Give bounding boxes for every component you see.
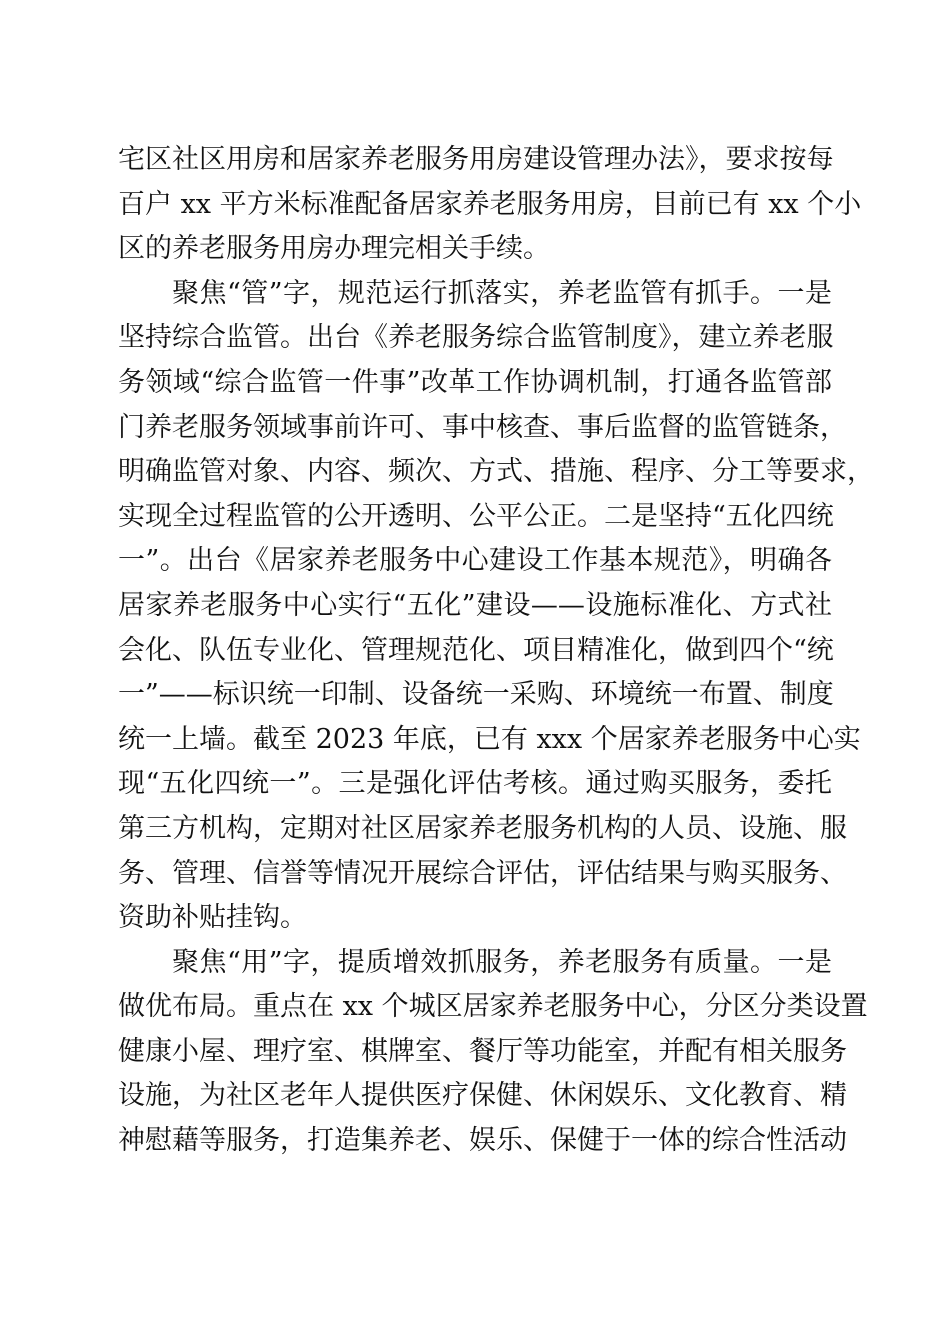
text-line: 一”。出台《居家养老服务中心建设工作基本规范》，明确各 bbox=[118, 545, 832, 577]
text-line: 资助补贴挂钩。 bbox=[118, 902, 307, 934]
text-line: 坚持综合监管。出台《养老服务综合监管制度》，建立养老服 bbox=[118, 322, 834, 354]
text-line: 务领域“综合监管一件事”改革工作协调机制，打通各监管部 bbox=[118, 366, 832, 398]
paragraph-start-line: 聚焦“用”字，提质增效抓服务，养老服务有质量。一是 bbox=[172, 946, 832, 978]
text-line: 会化、队伍专业化、管理规范化、项目精准化，做到四个“统 bbox=[118, 634, 834, 666]
text-line: 健康小屋、理疗室、棋牌室、餐厅等功能室，并配有相关服务 bbox=[118, 1035, 847, 1067]
text-line: 统一上墙。截至 2023 年底，已有 xxx 个居家养老服务中心实 bbox=[118, 723, 861, 755]
text-line: 现“五化四统一”。三是强化评估考核。通过购买服务，委托 bbox=[118, 768, 832, 800]
text-line: 实现全过程监管的公开透明、公平公正。二是坚持“五化四统 bbox=[118, 500, 834, 532]
text-line: 神慰藉等服务，打造集养老、娱乐、保健于一体的综合性活动 bbox=[118, 1125, 847, 1157]
text-line: 第三方机构，定期对社区居家养老服务机构的人员、设施、服 bbox=[118, 812, 847, 844]
document-body bbox=[118, 138, 874, 1164]
text-line: 门养老服务领域事前许可、事中核查、事后监督的监管链条， bbox=[118, 411, 847, 443]
text-line: 做优布局。重点在 xx 个城区居家养老服务中心，分区分类设置 bbox=[118, 991, 868, 1023]
paragraph-start-line: 聚焦“管”字，规范运行抓落实，养老监管有抓手。一是 bbox=[172, 277, 832, 309]
text-line: 百户 xx 平方米标准配备居家养老服务用房，目前已有 xx 个小 bbox=[118, 188, 862, 220]
text-line: 一”——标识统一印制、设备统一采购、环境统一布置、制度 bbox=[118, 679, 834, 711]
text-line: 务、管理、信誉等情况开展综合评估，评估结果与购买服务、 bbox=[118, 857, 847, 889]
text-line: 设施，为社区老年人提供医疗保健、休闲娱乐、文化教育、精 bbox=[118, 1080, 847, 1112]
text-line: 宅区社区用房和居家养老服务用房建设管理办法》，要求按每 bbox=[118, 144, 834, 175]
text-line: 居家养老服务中心实行“五化”建设——设施标准化、方式社 bbox=[118, 589, 832, 621]
text-line: 区的养老服务用房办理完相关手续。 bbox=[118, 233, 550, 265]
text-line: 明确监管对象、内容、频次、方式、措施、程序、分工等要求， bbox=[118, 456, 874, 488]
